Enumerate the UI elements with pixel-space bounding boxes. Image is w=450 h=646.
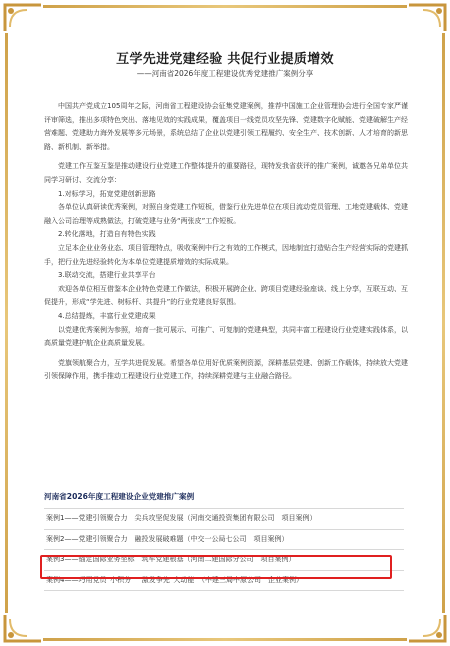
section-heading: 2.转化落地，打造自有特色实践 [58, 230, 156, 239]
section-heading: 1.对标学习，拓宽党建创新思路 [58, 189, 156, 198]
section-heading: 4.总结提炼，丰富行业党建成果 [58, 311, 156, 320]
frame-edge-bottom [43, 638, 407, 641]
intro-paragraph: 中国共产党成立105周年之际，河南省工程建设协会征集党建案例，推荐中国施工企业管理协会进行全国专家严谨评审筛选，推出多项特色突出、落地见效的实践成果，覆盖项目一线党员攻坚先锋、党建数字化赋能、党建破解生产经营难题、党建助力海外发展等多元场景，系统总结了企业以党建引领工程履约、安全生产、技术创新、人才培育的新思路、新机制、新举措。 [44, 102, 408, 151]
case-item: 案例1——党建引领聚合力 尖兵攻坚促发展（河南交通投资集团有限公司 项目案例） [44, 508, 404, 530]
document-title: 互学先进党建经验 共促行业提质增效 [116, 52, 334, 67]
corner-ornament-icon [407, 613, 447, 643]
document-body [44, 100, 408, 384]
section-text: 欢迎各单位相互借鉴本企业特色党建工作做法，积极开展跨企业、跨项目党建经验座谈、线上分享，互联互动、互促提升，形成“学先进、树标杆、共提升”的行业党建良好氛围。 [44, 284, 408, 307]
section-text: 以党建优秀案例为参照，培育一批可展示、可推广、可复制的党建典型，共同丰富工程建设行业党建实践体系，以高质量党建护航企业高质量发展。 [44, 325, 408, 348]
frame-edge-left [5, 33, 8, 613]
highlight-box [40, 555, 392, 579]
case-item-highlighted: 案例3——锚定国际业务坐标 筑牢党建根基（河南二建国际分公司 项目案例） [44, 550, 404, 571]
corner-ornament-icon [3, 613, 43, 643]
corner-ornament-icon [407, 3, 447, 33]
corner-ornament-icon [3, 3, 43, 33]
invitation-paragraph: 党建工作互鉴互鉴是推动建设行业党建工作整体提升的重要路径，现特发我省获评的推广案例，诚邀各兄弟单位共同学习研讨、交流分享： [44, 162, 408, 184]
section-text: 立足本企业业务业态、项目管理特点，吸收案例中行之有效的工作模式，因地制宜打造贴合生产经营实际的党建抓手，把行业先进经验转化为本单位党建提质增效的实际成果。 [44, 243, 408, 266]
section-text: 各单位认真研读优秀案例，对照自身党建工作短板，借鉴行业先进单位在项目流动党员管理、工地党建载体、党建融入公司治理等成熟做法，打破党建与业务“两张皮”工作短板。 [44, 203, 408, 225]
frame-edge-right [442, 33, 445, 613]
case-item: 案例4——巧用党员“小积分” 激发争先“大动能”（中建三局中原公司 企业案例） [44, 571, 404, 592]
frame-edge-top [43, 5, 407, 8]
document-subtitle: ——河南省2026年度工程建设优秀党建推广案例分享 [136, 69, 314, 78]
section-heading: 3.联动交流，搭建行业共享平台 [58, 271, 156, 280]
case-item: 案例2——党建引领聚合力 融投发展破难题（中交一公局七公司 项目案例） [44, 530, 404, 551]
case-list-title: 河南省2026年度工程建设企业党建推广案例 [44, 492, 195, 501]
closing-paragraph: 党旗领航聚合力，互学共进促发展。希望各单位用好优质案例资源，深耕基层党建、创新工作载体，持续放大党建引领保障作用，携手推动工程建设行业党建工作，持续深耕党建与主业融合路径。 [44, 358, 408, 381]
